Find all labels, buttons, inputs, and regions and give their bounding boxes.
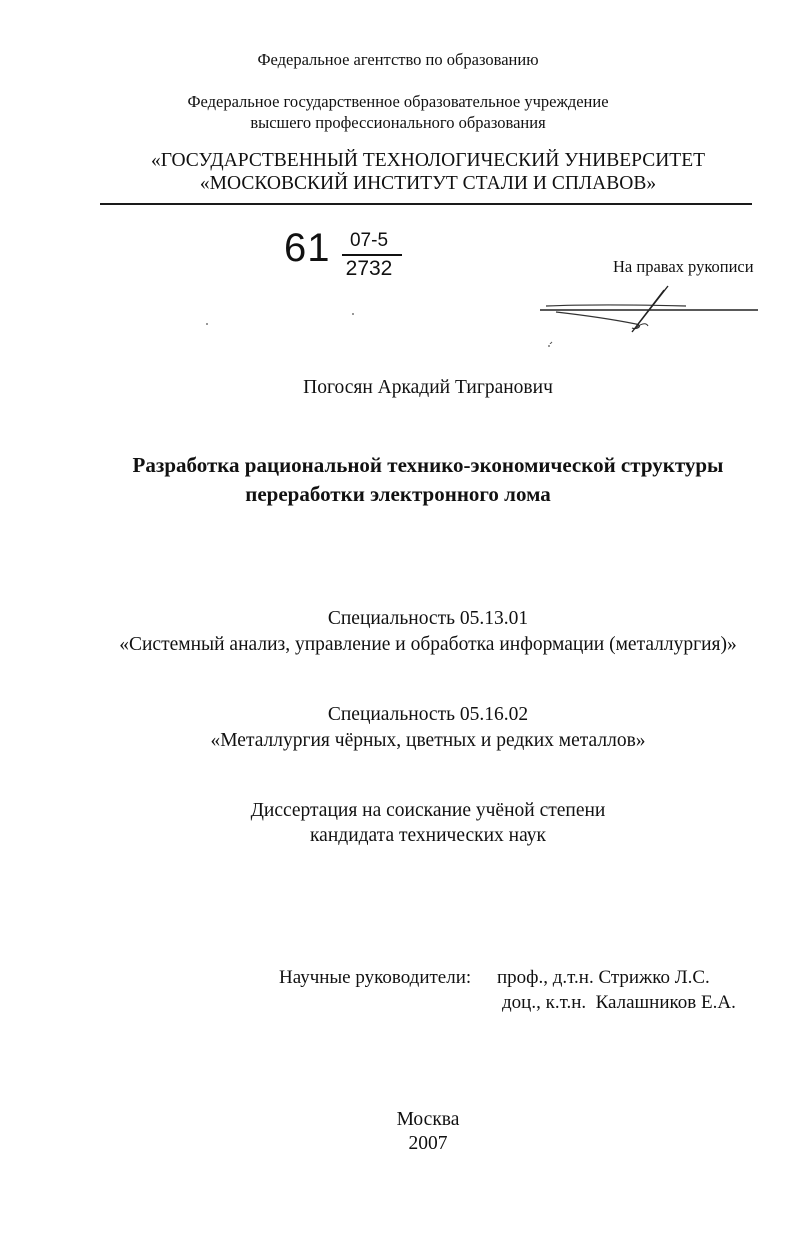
manuscript-rights: На правах рукописи	[613, 257, 754, 276]
year: 2007	[408, 1133, 448, 1154]
institution-line-1: Федеральное государственное образовательное учреждение	[187, 92, 609, 111]
advisors-label: Научные руководители:	[279, 967, 472, 988]
specialty-2-name: «Металлургия чёрных, цветных и редких металлов»	[210, 730, 646, 751]
degree-line-1: Диссертация на соискание учёной степени	[250, 800, 606, 821]
specialty-1-name: «Системный анализ, управление и обработка информации (металлургия)»	[119, 634, 737, 655]
advisor-first: проф., д.т.н. Стрижко Л.С.	[497, 967, 710, 988]
author-name: Погосян Аркадий Тигранович	[303, 377, 553, 398]
university-line-2: «МОСКОВСКИЙ ИНСТИТУТ СТАЛИ И СПЛАВОВ»	[199, 173, 657, 194]
agency-name: Федеральное агентство по образованию	[257, 50, 539, 69]
stamp-fraction-bar	[342, 254, 402, 256]
degree-line-2: кандидата технических наук	[310, 825, 546, 846]
dissertation-title-line-2: переработки электронного лома	[245, 482, 551, 506]
stamp-prefix: 61	[284, 226, 331, 270]
specialty-2-code: Специальность 05.16.02	[327, 704, 529, 725]
dissertation-title-line-1: Разработка рациональной технико-экономической структуры	[132, 453, 724, 477]
specialty-1-code: Специальность 05.13.01	[327, 608, 529, 629]
advisor-second: доц., к.т.н. Калашников Е.А.	[502, 992, 736, 1013]
stamp-numerator: 07-5	[349, 230, 389, 251]
scan-speck	[352, 313, 354, 315]
institution-line-2: высшего профессионального образования	[250, 113, 546, 132]
header-divider	[100, 203, 752, 205]
university-line-1: «ГОСУДАРСТВЕННЫЙ ТЕХНОЛОГИЧЕСКИЙ УНИВЕРСИТЕТ	[150, 150, 706, 171]
scan-speck	[206, 323, 208, 325]
stamp-denominator: 2732	[345, 257, 393, 280]
city: Москва	[396, 1109, 460, 1130]
scan-speck	[548, 345, 550, 347]
signature-mark	[536, 284, 760, 344]
